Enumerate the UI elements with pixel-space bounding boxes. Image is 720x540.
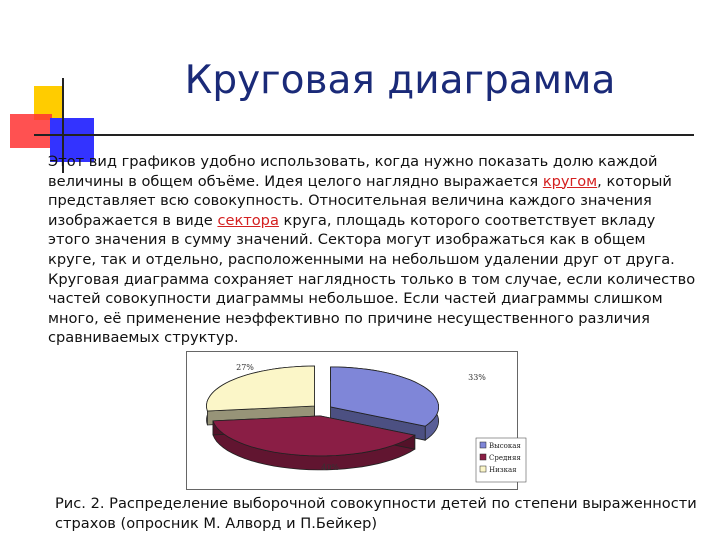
decor-horizontal-line [34, 134, 694, 136]
legend-swatch-2 [480, 454, 486, 460]
paragraph-2: Круговая диаграмма сохраняет наглядность только в том случае, если количество частей совокупности диаграммы небольшое. Если частей диаграммы слишком много, её применение неэффективно по причине несущественного различия сравниваемых структур. [48, 270, 696, 347]
chart-legend [476, 438, 526, 482]
data-label-1: 33% [468, 373, 486, 382]
pie-chart [186, 351, 521, 490]
legend-swatch-1 [480, 442, 486, 448]
legend-label-2: Средняя [489, 454, 521, 462]
paragraph-1-part-a: Этот вид графиков удобно использовать, когда нужно показать долю каждой величины в общем объёме. Идея целого наглядно выражается [48, 153, 658, 190]
slide-title: Круговая диаграмма [184, 58, 616, 103]
pie-chart-svg [187, 352, 521, 489]
decor-red-square [10, 114, 52, 148]
data-label-2: 40% [321, 463, 339, 472]
figure-caption: Рис. 2. Распределение выборочной совокупности детей по степени выраженности страхов (опросник М. Алворд и П.Бейкер) [55, 495, 697, 532]
legend-label-3: Низкая [489, 466, 517, 474]
data-label-3: 27% [236, 363, 254, 372]
link-krug[interactable]: кругом [542, 172, 598, 190]
pie-slice-3 [207, 366, 315, 425]
legend-label-1: Высокая [489, 442, 521, 450]
paragraph-1 [48, 152, 698, 270]
link-sektor[interactable]: сектора [217, 211, 279, 229]
legend-swatch-3 [480, 466, 486, 472]
paragraph-1-part-c: круга, площадь которого соответствует вкладу этого значения в сумму значений. Сектора могут изображаться как в общем круге, так и отдельно, расположенными на небольшом удалении друг от друга. [48, 211, 675, 268]
paragraph-1-part-b: , который представляет всю совокупность. Относительная величина каждого значения изображается в виде [48, 172, 672, 229]
slide-body [48, 152, 698, 348]
